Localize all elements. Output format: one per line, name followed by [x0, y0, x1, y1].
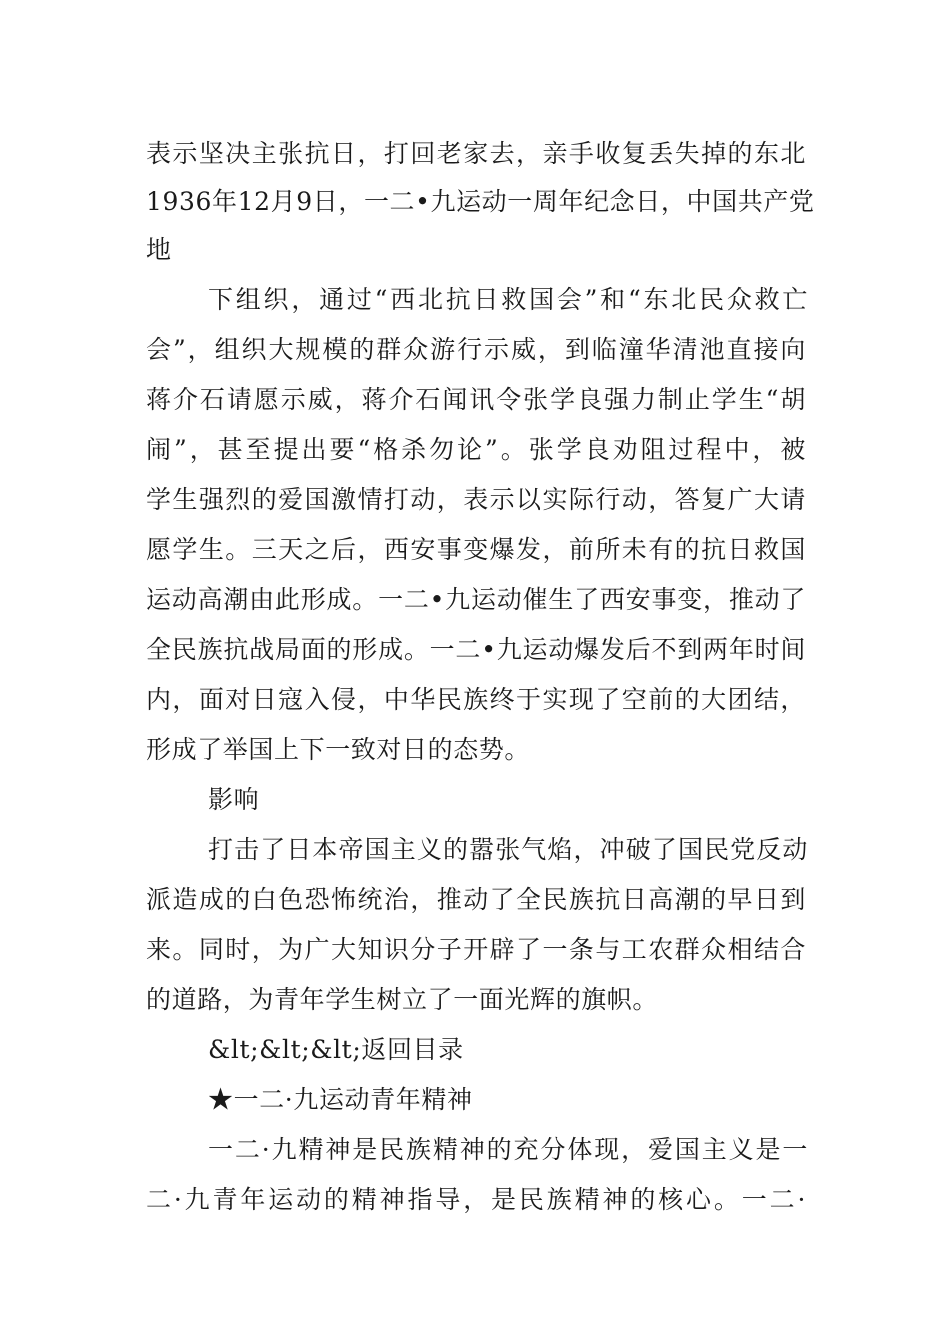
text-line-9: 愿学生。三天之后，西安事变爆发，前所未有的抗日救国: [146, 535, 806, 564]
back-to-contents-link[interactable]: &lt;&lt;&lt;返回目录: [208, 1035, 464, 1064]
text-line-18: 的道路，为青年学生树立了一面光辉的旗帜。: [146, 985, 659, 1014]
section-heading-youth-spirit: ★一二·九运动青年精神: [208, 1085, 473, 1114]
text-line-3: 地: [146, 235, 172, 264]
text-line-2: 1936年12月9日，一二•九运动一周年纪念日，中国共产党: [146, 187, 815, 216]
text-line-7: 闹”，甚至提出要“格杀勿论”。张学良劝阻过程中，被: [146, 435, 806, 464]
text-line-21: 一二·九精神是民族精神的充分体现，爱国主义是一: [208, 1135, 808, 1164]
text-line-12: 内，面对日寇入侵，中华民族终于实现了空前的大团结，: [146, 685, 806, 714]
section-heading-influence: 影响: [208, 785, 260, 814]
text-line-22: 二·九青年运动的精神指导，是民族精神的核心。一二·: [146, 1185, 806, 1214]
text-line-11: 全民族抗战局面的形成。一二•九运动爆发后不到两年时间: [146, 635, 806, 664]
text-line-17: 来。同时，为广大知识分子开辟了一条与工农群众相结合: [146, 935, 806, 964]
text-line-10: 运动高潮由此形成。一二•九运动催生了西安事变，推动了: [146, 585, 806, 614]
text-line-16: 派造成的白色恐怖统治，推动了全民族抗日高潮的早日到: [146, 885, 806, 914]
text-line-15: 打击了日本帝国主义的嚣张气焰，冲破了国民党反动: [208, 835, 808, 864]
paragraph-start-line: 下组织，通过“西北抗日救国会”和“东北民众救亡: [208, 285, 808, 314]
text-line-5: 会”，组织大规模的群众游行示威，到临潼华清池直接向: [146, 335, 806, 364]
text-line-1: 表示坚决主张抗日，打回老家去，亲手收复丢失掉的东北: [146, 139, 806, 168]
text-line-8: 学生强烈的爱国激情打动，表示以实际行动，答复广大请: [146, 485, 806, 514]
text-line-13: 形成了举国上下一致对日的态势。: [146, 735, 531, 764]
text-line-6: 蒋介石请愿示威，蒋介石闻讯令张学良强力制止学生“胡: [146, 385, 806, 414]
